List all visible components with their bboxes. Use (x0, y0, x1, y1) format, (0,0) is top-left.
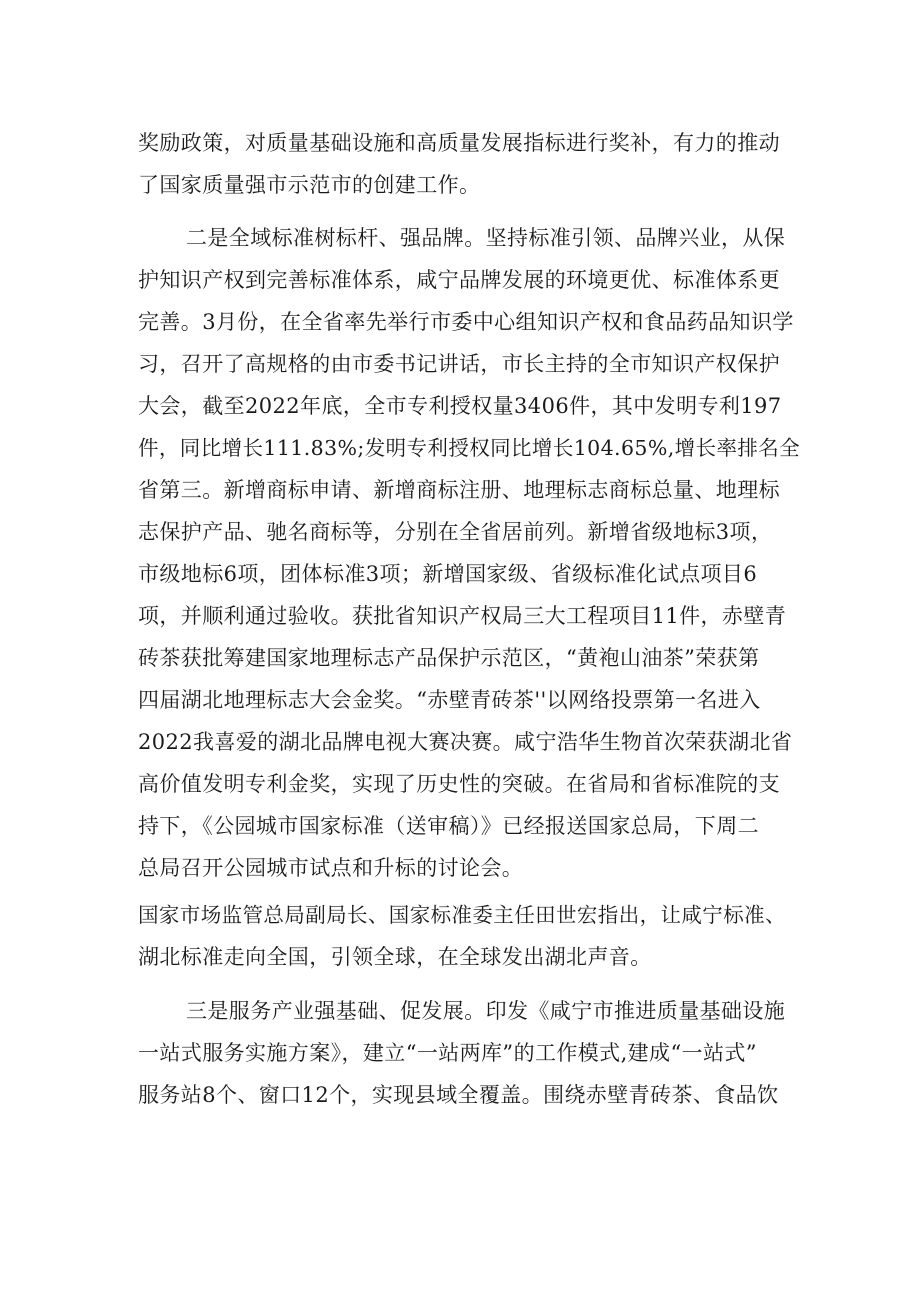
text-line: 国家市场监管总局副局长、国家标准委主任田世宏指出，让咸宁标准、 (138, 903, 786, 927)
text-line: 四届湖北地理标志大会金奖。“赤壁青砖茶''以网络投票第一名进入 (138, 688, 761, 712)
text-line: 志保护产品、驰名商标等，分别在全省居前列。新增省级地标3项， (138, 520, 773, 544)
text-line: 持下，《公园城市国家标准（送审稿）》已经报送国家总局，下周二 (138, 814, 759, 838)
paragraph-start-line: 三是服务产业强基础、促发展。印发《咸宁市推进质量基础设施 (186, 999, 786, 1023)
text-line: 项，并顺利通过验收。获批省知识产权局三大工程项目11件，赤壁青 (138, 604, 787, 628)
text-line: 大会，截至2022年底，全市专利授权量3406件，其中发明专利197 (138, 394, 782, 418)
paragraph-start-line: 二是全域标准树标杆、强品牌。坚持标准引领、品牌兴业，从保 (186, 226, 786, 250)
text-line: 护知识产权到完善标准体系，咸宁品牌发展的环境更优、标准体系更 (138, 268, 780, 292)
text-line: 高价值发明专利金奖，实现了历史性的突破。在省局和省标准院的支 (138, 772, 780, 796)
text-line: 湖北标准走向全国，引领全球，在全球发出湖北声音。 (138, 945, 652, 969)
text-line: 服务站8个、窗口12个，实现县域全覆盖。围绕赤壁青砖茶、食品饮 (138, 1083, 779, 1107)
text-line: 件，同比增长111.83%;发明专利授权同比增长104.65%,增长率排名全 (138, 436, 801, 460)
text-line: 市级地标6项，团体标准3项；新增国家级、省级标准化试点项目6 (138, 562, 758, 586)
text-line: 一站式服务实施方案》，建立“一站两库”的工作模式,建成“一站式” (138, 1041, 757, 1065)
text-line: 省第三。新增商标申请、新增商标注册、地理标志商标总量、地理标 (138, 478, 780, 502)
text-line: 总局召开公园城市试点和升标的讨论会。 (138, 856, 524, 880)
text-line: 了国家质量强市示范市的创建工作。 (138, 173, 481, 197)
text-line: 砖茶获批筹建国家地理标志产品保护示范区，“黄袍山油茶”荣获第 (138, 646, 760, 670)
text-line: 奖励政策，对质量基础设施和高质量发展指标进行奖补，有力的推动 (138, 131, 780, 155)
text-line: 完善。3月份，在全省率先举行市委中心组知识产权和食品药品知识学 (138, 310, 794, 334)
text-line: 习，召开了高规格的由市委书记讲话，市长主持的全市知识产权保护 (138, 352, 780, 376)
text-line: 2022我喜爱的湖北品牌电视大赛决赛。咸宁浩华生物首次荣获湖北省 (138, 730, 793, 754)
